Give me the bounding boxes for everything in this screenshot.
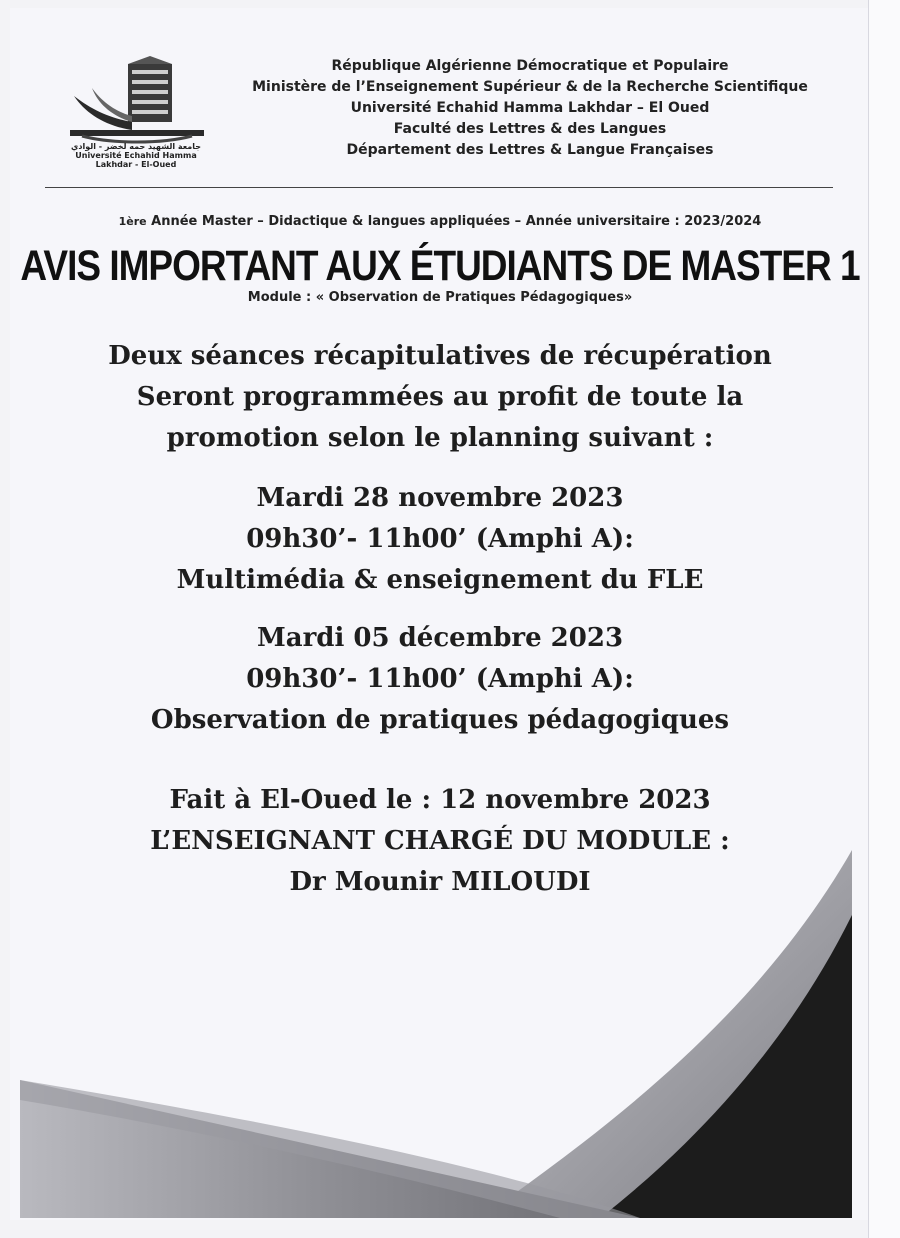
year-prefix: 1ère <box>118 215 147 228</box>
header-line: République Algérienne Démocratique et Populaire <box>331 58 729 74</box>
header-line: Université Echahid Hamma Lakhdar – El Oued <box>350 100 710 116</box>
signature-block <box>0 780 880 903</box>
session-time: 09h30’- 11h00’ (Amphi A): <box>246 664 634 694</box>
signatory-name: Dr Mounir MILOUDI <box>289 867 591 897</box>
header-divider <box>45 187 833 188</box>
session-topic: Observation de pratiques pédagogiques <box>150 705 730 735</box>
session-time: 09h30’- 11h00’ (Amphi A): <box>246 524 634 554</box>
intro-line: promotion selon le planning suivant : <box>166 423 714 453</box>
year-text: Année Master – Didactique & langues appliquées – Année universitaire : 2023/2024 <box>146 214 762 229</box>
session-date: Mardi 05 décembre 2023 <box>256 623 624 653</box>
header-line: Faculté des Lettres & des Langues <box>393 121 667 137</box>
session-topic: Multimédia & enseignement du FLE <box>176 565 704 595</box>
logo-latin-text: Université Echahid Hamma Lakhdar - El-Oued <box>75 151 197 169</box>
session-date: Mardi 28 novembre 2023 <box>256 483 624 513</box>
intro-paragraph <box>0 336 880 459</box>
intro-line: Deux séances récapitulatives de récupération <box>108 341 772 371</box>
academic-year-line <box>0 214 880 229</box>
session-1 <box>0 478 880 601</box>
logo-arabic-text: جامعة الشهيد حمه لخضر - الوادي <box>71 142 201 151</box>
intro-line: Seront programmées au profit de toute la <box>136 382 744 412</box>
session-2 <box>0 618 880 741</box>
header-line: Ministère de l’Enseignement Supérieur & de la Recherche Scientifique <box>252 79 808 95</box>
institution-header <box>220 56 840 161</box>
module-name: Module : « Observation de Pratiques Pédagogiques» <box>247 290 633 305</box>
signatory-role: L’ENSEIGNANT CHARGÉ DU MODULE : <box>150 826 730 856</box>
logo-caption <box>58 142 214 169</box>
place-date: Fait à El-Oued le : 12 novembre 2023 <box>169 785 711 815</box>
notice-title: AVIS IMPORTANT AUX ÉTUDIANTS DE MASTER 1 <box>20 242 860 290</box>
header-line: Département des Lettres & Langue Françaises <box>346 142 714 158</box>
